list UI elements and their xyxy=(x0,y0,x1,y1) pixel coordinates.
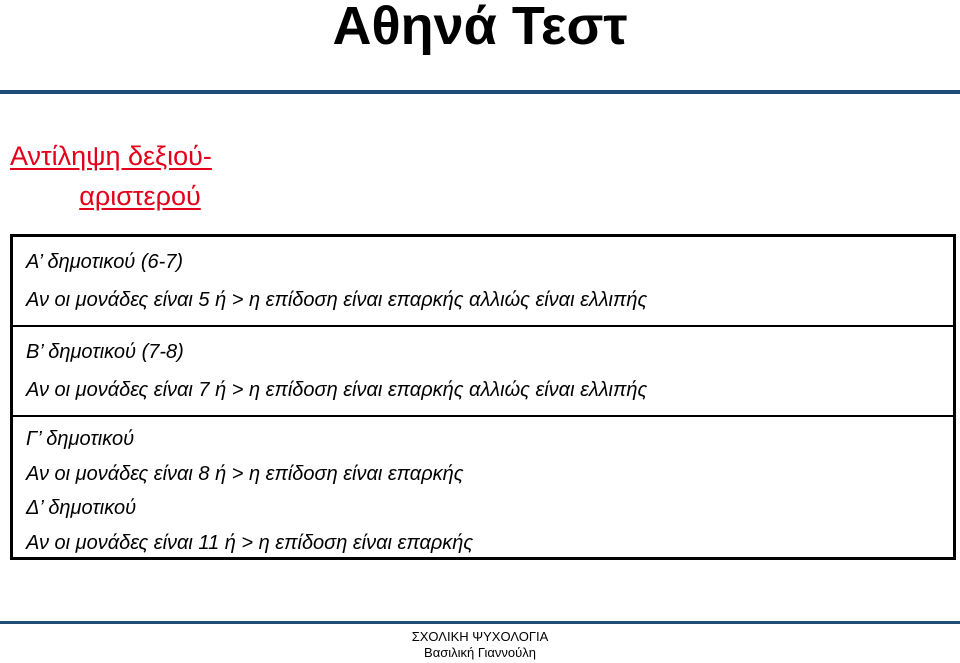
grade-label: Γ’ δημοτικού xyxy=(26,428,135,450)
grade-label: Δ’ δημοτικού xyxy=(26,497,137,519)
footer-author: Βασιλική Γιαννούλη xyxy=(424,645,536,660)
grades-table xyxy=(10,234,956,560)
subtitle-line-1: Αντίληψη δεξιού- xyxy=(10,141,212,171)
footer-divider xyxy=(0,621,960,624)
grade-row-c-d xyxy=(13,417,953,555)
grade-label: Β’ δημοτικού (7-8) xyxy=(26,341,184,363)
grade-rule: Αν οι μονάδες είναι 11 ή > η επίδοση είναι επαρκής xyxy=(26,531,474,554)
grade-rule: Αν οι μονάδες είναι 8 ή > η επίδοση είναι επαρκής xyxy=(26,462,464,485)
grade-row-a xyxy=(13,237,953,327)
page-title: Αθηνά Τεστ xyxy=(332,0,628,56)
footer-course: ΣΧΟΛΙΚΗ ΨΥΧΟΛΟΓΙΑ xyxy=(411,629,549,644)
grade-row-b xyxy=(13,327,953,417)
footer xyxy=(380,629,580,661)
grade-label: Α’ δημοτικού (6-7) xyxy=(26,251,184,273)
subtitle-line-2: αριστερού xyxy=(79,181,201,211)
section-subtitle xyxy=(10,136,270,216)
header-divider xyxy=(0,90,960,94)
grade-rule: Αν οι μονάδες είναι 5 ή > η επίδοση είναι επαρκής αλλιώς είναι ελλιπής xyxy=(26,289,648,311)
grade-rule: Αν οι μονάδες είναι 7 ή > η επίδοση είναι επαρκής αλλιώς είναι ελλιπής xyxy=(26,379,648,401)
